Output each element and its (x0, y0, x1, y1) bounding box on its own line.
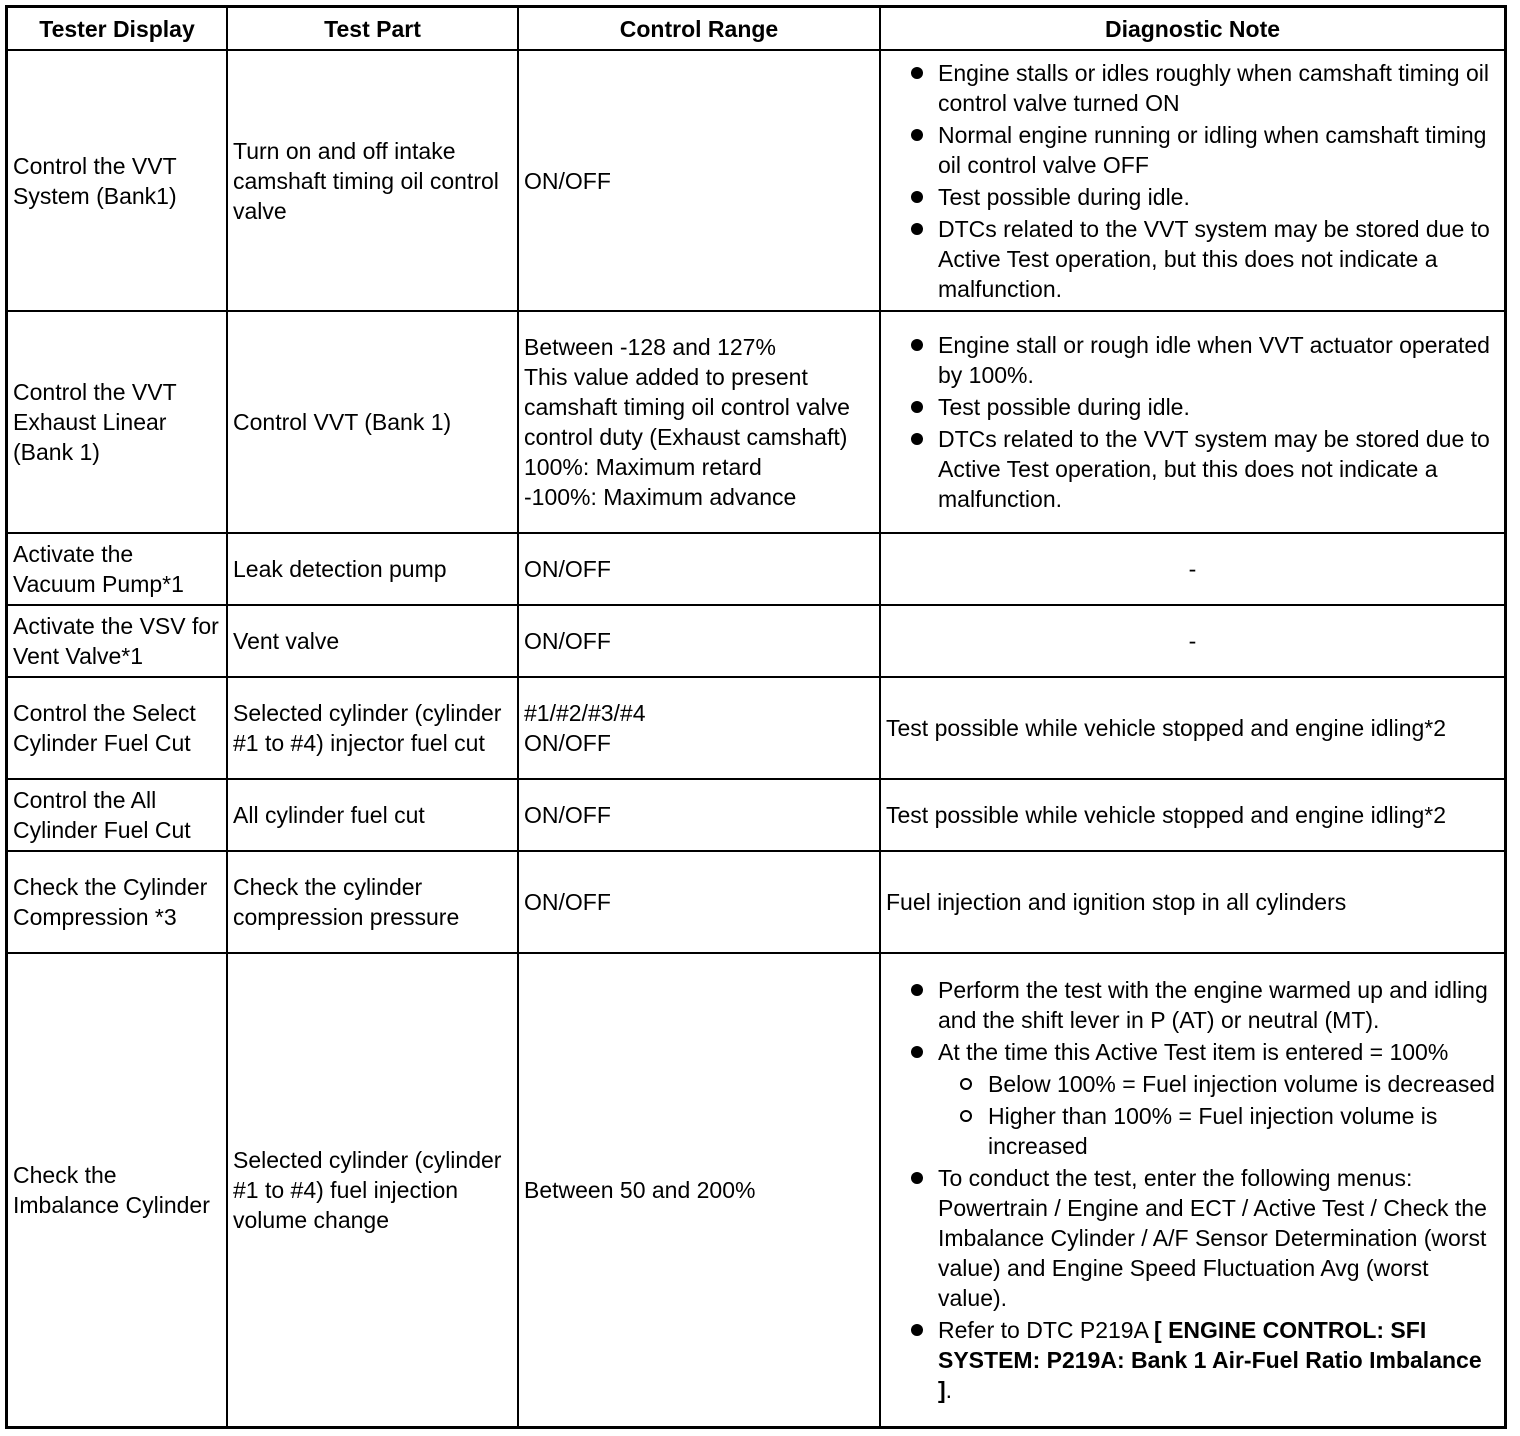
tester-display-cell: Check the Cylinder Compression *3 (8, 851, 227, 953)
control-range-cell: Between 50 and 200% (518, 953, 880, 1426)
note-item: DTCs related to the VVT system may be stored due to Active Test operation, but this does not indicate a malfunction. (886, 424, 1499, 514)
test-part-cell: Selected cylinder (cylinder #1 to #4) fuel injection volume change (227, 953, 518, 1426)
note-list (886, 975, 1499, 1405)
test-part-cell: Leak detection pump (227, 533, 518, 605)
control-range-cell (518, 677, 880, 779)
diagnostic-note-cell: Test possible while vehicle stopped and engine idling*2 (880, 779, 1504, 851)
control-range-cell: ON/OFF (518, 779, 880, 851)
diagnostic-note-cell: Test possible while vehicle stopped and engine idling*2 (880, 677, 1504, 779)
table-row (8, 779, 1504, 851)
table-row (8, 605, 1504, 677)
active-test-table-frame (5, 5, 1507, 1429)
tester-display-cell: Control the VVT Exhaust Linear (Bank 1) (8, 311, 227, 533)
test-part-cell: Turn on and off intake camshaft timing oil control valve (227, 50, 518, 311)
note-item: Test possible during idle. (886, 182, 1499, 212)
tester-display-cell: Activate the VSV for Vent Valve*1 (8, 605, 227, 677)
note-list (886, 58, 1499, 304)
table-row (8, 533, 1504, 605)
header-tester-display: Tester Display (8, 8, 227, 50)
range-line: ON/OFF (524, 730, 611, 756)
control-range-cell: ON/OFF (518, 50, 880, 311)
sub-note-item: Below 100% = Fuel injection volume is decreased (938, 1069, 1499, 1099)
sub-note-list (938, 1069, 1499, 1161)
header-row (8, 8, 1504, 50)
range-line: #1/#2/#3/#4 (524, 700, 646, 726)
note-text: . (945, 1377, 953, 1403)
tester-display-cell: Activate the Vacuum Pump*1 (8, 533, 227, 605)
tester-display-cell: Control the Select Cylinder Fuel Cut (8, 677, 227, 779)
diagnostic-note-cell: - (880, 605, 1504, 677)
diagnostic-note-cell (880, 311, 1504, 533)
test-part-cell: Control VVT (Bank 1) (227, 311, 518, 533)
header-control-range: Control Range (518, 8, 880, 50)
header-diagnostic-note: Diagnostic Note (880, 8, 1504, 50)
tester-display-cell: Control the VVT System (Bank1) (8, 50, 227, 311)
test-part-cell: Check the cylinder compression pressure (227, 851, 518, 953)
note-item: Test possible during idle. (886, 392, 1499, 422)
test-part-cell: Selected cylinder (cylinder #1 to #4) injector fuel cut (227, 677, 518, 779)
diagnostic-note-cell: - (880, 533, 1504, 605)
note-item: Engine stalls or idles roughly when camshaft timing oil control valve turned ON (886, 58, 1499, 118)
dtc-reference-link[interactable]: [ ENGINE CONTROL: SFI SYSTEM: P219A: Bank 1 Air-Fuel Ratio Imbalance ] (938, 1317, 1482, 1403)
tester-display-cell: Check the Imbalance Cylinder (8, 953, 227, 1426)
note-item: Perform the test with the engine warmed up and idling and the shift lever in P (AT) or neutral (MT). (886, 975, 1499, 1035)
control-range-cell: ON/OFF (518, 533, 880, 605)
note-text: Refer to DTC P219A (938, 1317, 1155, 1343)
range-line: Between -128 and 127% (524, 334, 776, 360)
note-item: DTCs related to the VVT system may be stored due to Active Test operation, but this does not indicate a malfunction. (886, 214, 1499, 304)
table-row (8, 851, 1504, 953)
table-row (8, 677, 1504, 779)
note-text: At the time this Active Test item is entered = 100% (938, 1039, 1449, 1065)
note-list (886, 330, 1499, 514)
range-line: 100%: Maximum retard (524, 454, 762, 480)
note-item (886, 1315, 1499, 1405)
table-row (8, 311, 1504, 533)
control-range-cell: ON/OFF (518, 605, 880, 677)
table-row (8, 953, 1504, 1426)
range-line: -100%: Maximum advance (524, 484, 797, 510)
header-test-part: Test Part (227, 8, 518, 50)
diagnostic-note-cell (880, 50, 1504, 311)
control-range-cell: ON/OFF (518, 851, 880, 953)
note-item: To conduct the test, enter the following menus: Powertrain / Engine and ECT / Active Test / Check the Imbalance Cylinder / A/F Sensor Determination (worst value) and Engine Speed Fluctuation Avg (worst value). (886, 1163, 1499, 1313)
range-line: This value added to present camshaft timing oil control valve control duty (Exhaust camshaft) (524, 364, 850, 450)
note-item: Engine stall or rough idle when VVT actuator operated by 100%. (886, 330, 1499, 390)
note-item (886, 1037, 1499, 1161)
note-item: Normal engine running or idling when camshaft timing oil control valve OFF (886, 120, 1499, 180)
test-part-cell: All cylinder fuel cut (227, 779, 518, 851)
test-part-cell: Vent valve (227, 605, 518, 677)
table-row (8, 50, 1504, 311)
diagnostic-note-cell (880, 953, 1504, 1426)
diagnostic-note-cell: Fuel injection and ignition stop in all cylinders (880, 851, 1504, 953)
tester-display-cell: Control the All Cylinder Fuel Cut (8, 779, 227, 851)
active-test-table (8, 8, 1504, 1426)
sub-note-item: Higher than 100% = Fuel injection volume is increased (938, 1101, 1499, 1161)
control-range-cell (518, 311, 880, 533)
